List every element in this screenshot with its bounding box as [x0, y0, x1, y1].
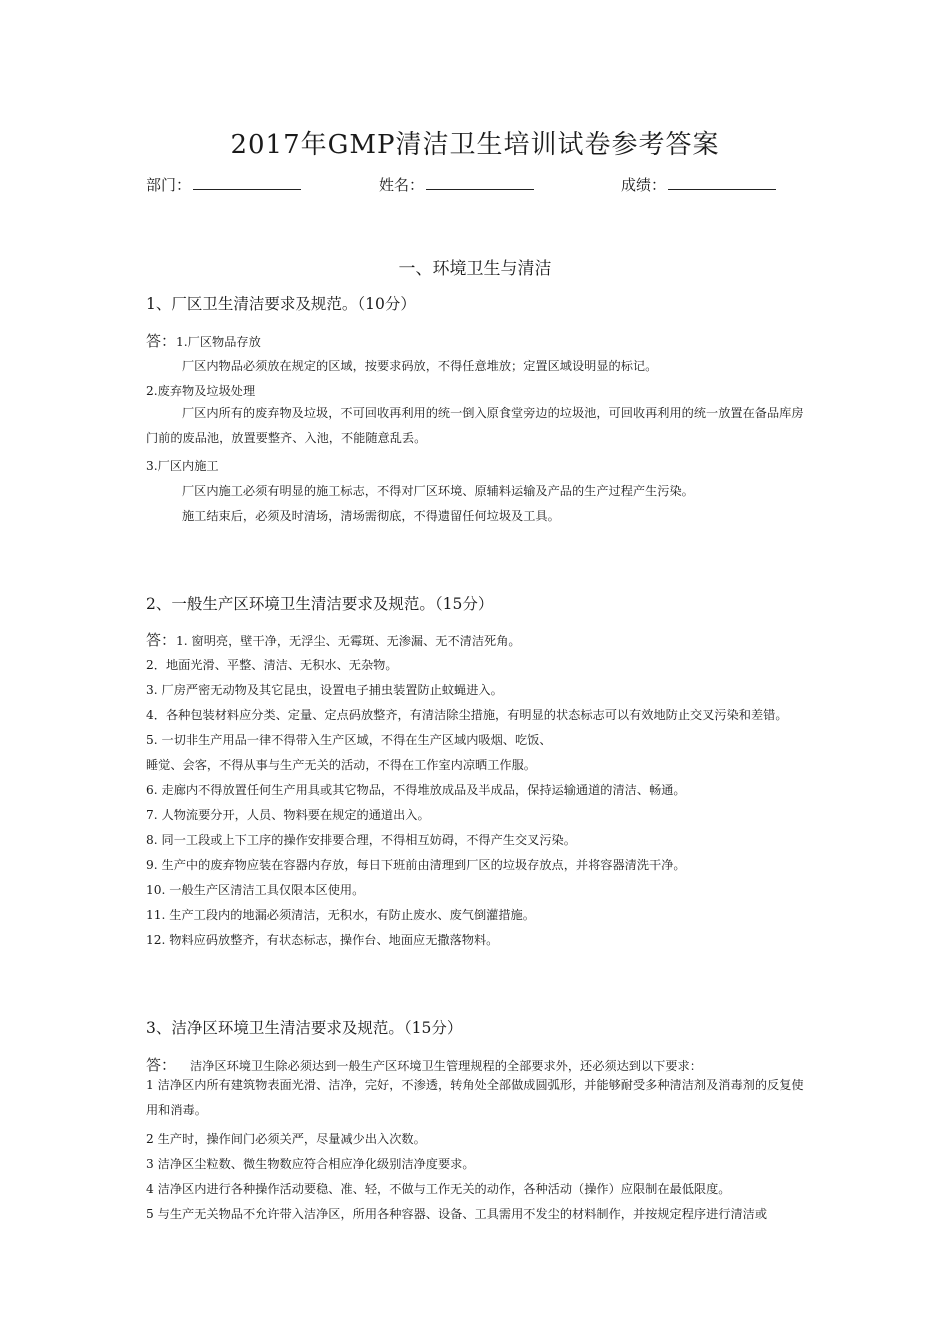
page-title: 2017年GMP清洁卫生培训试卷参考答案: [230, 130, 720, 160]
q2-item: 1. 窗明亮，壁干净，无浮尘、无霉斑、无渗漏、无不清洁死角。: [176, 634, 521, 648]
q1-paragraph-3a: 厂区内施工必须有明显的施工标志，不得对厂区环境、原辅料运输及产品的生产过程产生污染。: [182, 484, 694, 498]
question-2-title: 2、一般生产区环境卫生清洁要求及规范。（15分）: [146, 595, 494, 613]
score-blank-line: [668, 175, 776, 190]
score-label: 成绩：: [621, 176, 667, 194]
name-label: 姓名：: [379, 176, 425, 194]
answer-label: 答：: [146, 631, 177, 649]
question-3-answer: [146, 1054, 702, 1075]
q3-item-5: 5 与生产无关物品不允许带入洁净区，所用各种容器、设备、工具需用不发尘的材料制作，并按规定程序进行清洁或: [146, 1207, 768, 1221]
q3-item-1: 1 洁净区内所有建筑物表面光滑、洁净，完好，不渗透，转角处全部做成圆弧形，并能够耐受多种清洁剂及消毒剂的反复使用和消毒。: [146, 1078, 804, 1117]
q2-item: 7. 人物流要分开，人员、物料要在规定的通道出入。: [146, 808, 430, 822]
q2-item: 12. 物料应码放整齐，有状态标志，操作台、地面应无撒落物料。: [146, 933, 499, 947]
q2-item: 5. 一切非生产用品一律不得带入生产区域，不得在生产区域内吸烟、吃饭、: [146, 733, 552, 747]
q2-item: 10. 一般生产区清洁工具仅限本区使用。: [146, 883, 365, 897]
q2-item: 3. 厂房严密无动物及其它昆虫，设置电子捕虫装置防止蚊蝇进入。: [146, 683, 503, 697]
dept-label: 部门：: [146, 176, 192, 194]
q1-heading-2: 2.废弃物及垃圾处理: [146, 384, 256, 398]
question-2-answer: [146, 629, 521, 650]
q2-item: 睡觉、会客，不得从事与生产无关的活动，不得在工作室内凉晒工作服。: [146, 758, 536, 772]
answer-label: 答：: [146, 332, 177, 350]
q3-intro: 洁净区环境卫生除必须达到一般生产区环境卫生管理规程的全部要求外，还必须达到以下要求：: [190, 1059, 702, 1073]
q2-item: 11. 生产工段内的地漏必须清洁，无积水，有防止废水、废气倒灌措施。: [146, 908, 535, 922]
question-1-title: 1、厂区卫生清洁要求及规范。（10分）: [146, 295, 416, 313]
q3-item-2: 2 生产时，操作间门必须关严，尽量减少出入次数。: [146, 1132, 426, 1146]
q2-item: 2．地面光滑、平整、清洁、无积水、无杂物。: [146, 658, 398, 672]
q2-item: 4．各种包装材料应分类、定量、定点码放整齐，有清洁除尘措施，有明显的状态标志可以有效地防止交叉污染和差错。: [146, 708, 788, 722]
dept-field: [146, 174, 301, 195]
q3-item-3: 3 洁净区尘粒数、微生物数应符合相应净化级别洁净度要求。: [146, 1157, 475, 1171]
q1-heading-1: 1.厂区物品存放: [176, 335, 261, 349]
q2-item: 6. 走廊内不得放置任何生产用具或其它物品，不得堆放成品及半成品，保持运输通道的清洁、畅通。: [146, 783, 686, 797]
q2-item: 8. 同一工段或上下工序的操作安排要合理，不得相互妨碍，不得产生交叉污染。: [146, 833, 576, 847]
section-heading: 一、环境卫生与清洁: [398, 259, 552, 279]
dept-blank-line: [193, 175, 301, 190]
header-fields: [146, 174, 806, 196]
q1-paragraph-2: 厂区内所有的废弃物及垃圾，不可回收再利用的统一倒入原食堂旁边的垃圾池，可回收再利用的统一放置在备品库房门前的废品池，放置要整齐、入池，不能随意乱丢。: [146, 406, 804, 445]
name-field: [379, 174, 534, 195]
score-field: [621, 174, 776, 195]
question-1-answer: [146, 330, 261, 351]
q1-heading-3: 3.厂区内施工: [146, 459, 219, 473]
name-blank-line: [426, 175, 534, 190]
answer-label: 答：: [146, 1056, 177, 1074]
q1-paragraph-1: 厂区内物品必须放在规定的区域，按要求码放，不得任意堆放；定置区域设明显的标记。: [182, 359, 658, 373]
q2-item: 9. 生产中的废弃物应装在容器内存放，每日下班前由清理到厂区的垃圾存放点，并将容器清洗干净。: [146, 858, 686, 872]
q3-item-4: 4 洁净区内进行各种操作活动要稳、准、轻，不做与工作无关的动作，各种活动（操作）应限制在最低限度。: [146, 1182, 731, 1196]
q1-paragraph-3b: 施工结束后，必须及时清场，清场需彻底，不得遗留任何垃圾及工具。: [182, 509, 560, 523]
question-3-title: 3、洁净区环境卫生清洁要求及规范。（15分）: [146, 1019, 463, 1037]
